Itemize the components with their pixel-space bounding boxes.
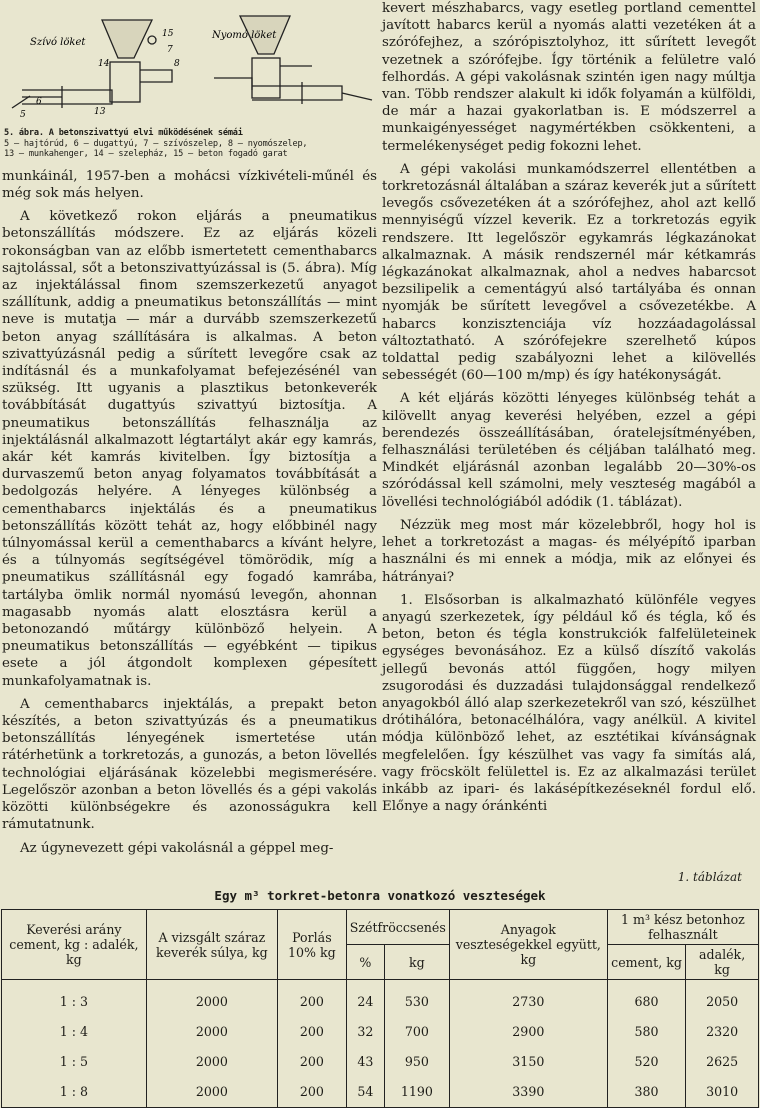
part-number: 6 [36,97,42,107]
left-column [2,0,377,863]
paragraph: A következő rokon eljárás a pneumatikus betonszállítás módszere. Ez az eljárás közeli rokonságban van az előbb ismertetett cementhabarcs sajtolással, sőt a betonszivattyúzással is (5. ábra). Míg az injektálással finom szemszerkezetű anyagot szállítunk, addig a pneumatikus betonszállítás — mint neve is mutatja — már a durvább szemszerkezetű beton anyag szállítására is alkalmas. A beton szivattyúzásnál pedig a sűrített levegőre csak az indításnál és a munkafolyamat befejezésénél van szükség. Itt ugyanis a plasztikus betonkeverék továbbítását dugattyús szivattyú biztosítja. A pneumatikus betonszállítás felhasználja az injektálásnál alkalmazott légtartályt akár egy kamrás, akár két kamrás kivitelben. Így biztosítja a durvaszemű beton anyag folyamatos továbbítását a bedolgozás helyére. A lényeges különbség a cementhabarcs injektálás és a pneumatikus betonszállítás között tehát az, hogy előbbinél nagy túlnyomással kerül a cementhabarcs a kívánt helyre, és a túlnyomás segítségével tömörödik, míg a pneumatikus szállításnál egy fogadó kamrába, tartályba ömlik normál nyomású levegőn, ahonnan magasabb nyomás alatt elosztásra kerül a betonozandó műtárgy különböző helyein. A pneumatikus betonszállítás — egyébként — tipikus esete a jól átgondolt komplexen gépesített munkafolyamatnak is. [2,209,377,689]
paragraph: A cementhabarcs injektálás, a prepakt beton készítés, a beton szivattyúzás és a pneumatikus betonszállítás lényegének ismertetése után rátérhetünk a torkretozás, a gunozás, a beton lövellés technológiai eljárásának közelebbi megismerésére. Legelőször azonban a beton lövellés és a gépi vakolás közötti különbségekre és azonosságukra kell rámutatnunk. [2,696,377,833]
pressure-stroke-label: Nyomó löket [212,30,277,41]
table-cell: 2625 [686,1047,759,1077]
part-number: 15 [162,29,174,39]
table-cell: 2320 [686,1017,759,1047]
part-number: 5 [20,110,26,120]
loss-table [1,909,759,1108]
table-cell: 580 [607,1017,685,1047]
table-cell: 32 [346,1017,384,1047]
table-row [2,980,759,1018]
paragraph: munkáinál, 1957-ben a mohácsi vízkivételi-műnél és még sok más helyen. [2,168,377,201]
header-weight: A vizsgált száraz keverék súlya, kg [146,910,277,980]
caption-line: 13 — munkahenger, 14 — szelepház, 15 — beton fogadó garat [4,149,288,160]
paragraph: kevert mészhabarcs, vagy esetleg portland cementtel javított habarcs kerül a nyomás alatti vezetéken át a szórófejhez, a szórópisztolyhoz, itt sűrített levegőt vezetnek a szórófejbe. Így történik a felületre való felhordás. A gépi vakolásnak szintén igen nagy múltja van. Több rendszer alakult ki idők folyamán a külföldi, de már a hazai gyakorlatban is. E módszerrel a munkaigényességet nagymértékben csökkenteni, a termelékenységet pedig fokozni lehet. [382,1,756,154]
pump-diagram [2,0,377,128]
table-cell: 2000 [146,1017,277,1047]
table-cell: 200 [278,1077,347,1108]
paragraph: Nézzük meg most már közelebbről, hogy hol is lehet a torkretozást a magas- és mélyépítő iparban használni és mi ennek a módja, mik az előnyei és hátrányai? [382,517,756,585]
table-cell: 1 : 3 [2,980,147,1018]
paragraph: Az úgynevezett gépi vakolásnál a géppel meg- [20,840,334,856]
table-cell: 2000 [146,980,277,1018]
header-cement: cement, kg [607,945,685,980]
table-row [2,1017,759,1047]
caption-line: 5 — hajtórúd, 6 — dugattyú, 7 — szívószelep, 8 — nyomószelep, [4,138,308,149]
header-total: Anyagok veszteségekkel együtt, kg [449,910,607,980]
header-mix: Keverési arány cement, kg : adalék, kg [2,910,147,980]
paragraph: A gépi vakolási munkamódszerrel ellentétben a torkretozásnál általában a száraz keverék jut a sűrített levegős csővezetéken át a szórófejhez, ahol azt kellő mennyiségű vízzel keverik. Ez a torkretozás egyik rendszere. Itt legelőször egykamrás légkazánokat alkalmaznak. A másik rendszernél már kétkamrás légkazánokat alkalmaznak, ahol a nedves habarcsot bezsilipelik a cementágyú alsó tartályába és onnan nyomják be sűrített levegővel a csővezetékbe. A habarcs konzisztenciája víz hozzáadagolással változtatható. A szórófejekre szerelhető kúpos toldattal pedig szabályozni lehet a kilövellés sebességét (60—100 m/mp) és így hatékonyságát. [382,161,756,384]
paragraph: 1. Elsősorban is alkalmazható különféle vegyes anyagú szerkezetek, így például kő és tégla, kő és beton, beton és tégla konstrukciók falfelületeinek egységes bevonásához. Ez a külső díszítő vakolás jellegű bevonás attól függően, hogy milyen zsugorodási és duzzadási tulajdonsággal rendelkező anyagokból álló alap szerkezetekről van szó, készülhet drótihálóra, betonacélhálóra, vagy anélkül. A kivitel módja különböző lehet, az esztétikai kívánságnak megfelelően. Így készülhet vas vagy fa simítás alá, vagy fröcskölt felülettel is. Ez az alkalmazási terület inkább az ipari- és lakásépítkezéseknél fordul elő. Előnye a nagy óránkénti [382,592,756,815]
header-used: 1 m³ kész betonhoz felhasznált [607,910,758,945]
suction-stroke-label: Szívó löket [30,37,86,48]
header-aggregate: adalék, kg [686,945,759,980]
table-cell: 520 [607,1047,685,1077]
table-row [2,1047,759,1077]
table-cell: 680 [607,980,685,1018]
table-cell: 54 [346,1077,384,1108]
table-number: 1. táblázat [677,870,742,884]
loss-table-section [0,870,760,1108]
figure-caption [4,128,377,160]
table-cell: 43 [346,1047,384,1077]
paragraph: A két eljárás közötti lényeges különbség tehát a kilövellt anyag keverési helyében, ezzel a gépi berendezés összeállításában, óratelejsítményében, felhasználási területében és céljában található meg. Mindkét eljárásnál azonban legalább 20—30%-os szóródással kell számolni, mely veszteség magából a lövellési technológiából adódik (1. táblázat). [382,391,756,510]
header-splash: Szétfröccsenés [346,910,449,945]
table-cell: 3150 [449,1047,607,1077]
table-cell: 200 [278,1017,347,1047]
table-cell: 530 [384,980,449,1018]
table-cell: 200 [278,1047,347,1077]
table-cell: 380 [607,1077,685,1108]
table-cell: 2000 [146,1077,277,1108]
table-row [2,1077,759,1108]
table-cell: 2730 [449,980,607,1018]
pump-diagram-drawing [2,0,377,128]
table-cell: 1190 [384,1077,449,1108]
caption-title: 5. ábra. A betonszivattyú elvi működésének sémái [4,128,243,138]
table-cell: 1 : 5 [2,1047,147,1077]
table-cell: 1 : 8 [2,1077,147,1108]
part-number: 8 [174,59,180,69]
header-dust: Porlás 10% kg [278,910,347,980]
header-splash-pct: % [346,945,384,980]
table-cell: 2000 [146,1047,277,1077]
table-cell: 700 [384,1017,449,1047]
table-cell: 24 [346,980,384,1018]
right-column [382,0,756,821]
part-number: 13 [94,107,106,117]
table-cell: 1 : 4 [2,1017,147,1047]
part-number: 14 [98,59,110,69]
table-title: Egy m³ torkret-betonra vonatkozó veszteségek [214,888,546,903]
table-cell: 3010 [686,1077,759,1108]
table-cell: 2900 [449,1017,607,1047]
table-cell: 2050 [686,980,759,1018]
header-splash-kg: kg [384,945,449,980]
table-cell: 950 [384,1047,449,1077]
part-number: 7 [167,45,173,55]
table-cell: 3390 [449,1077,607,1108]
table-cell: 200 [278,980,347,1018]
